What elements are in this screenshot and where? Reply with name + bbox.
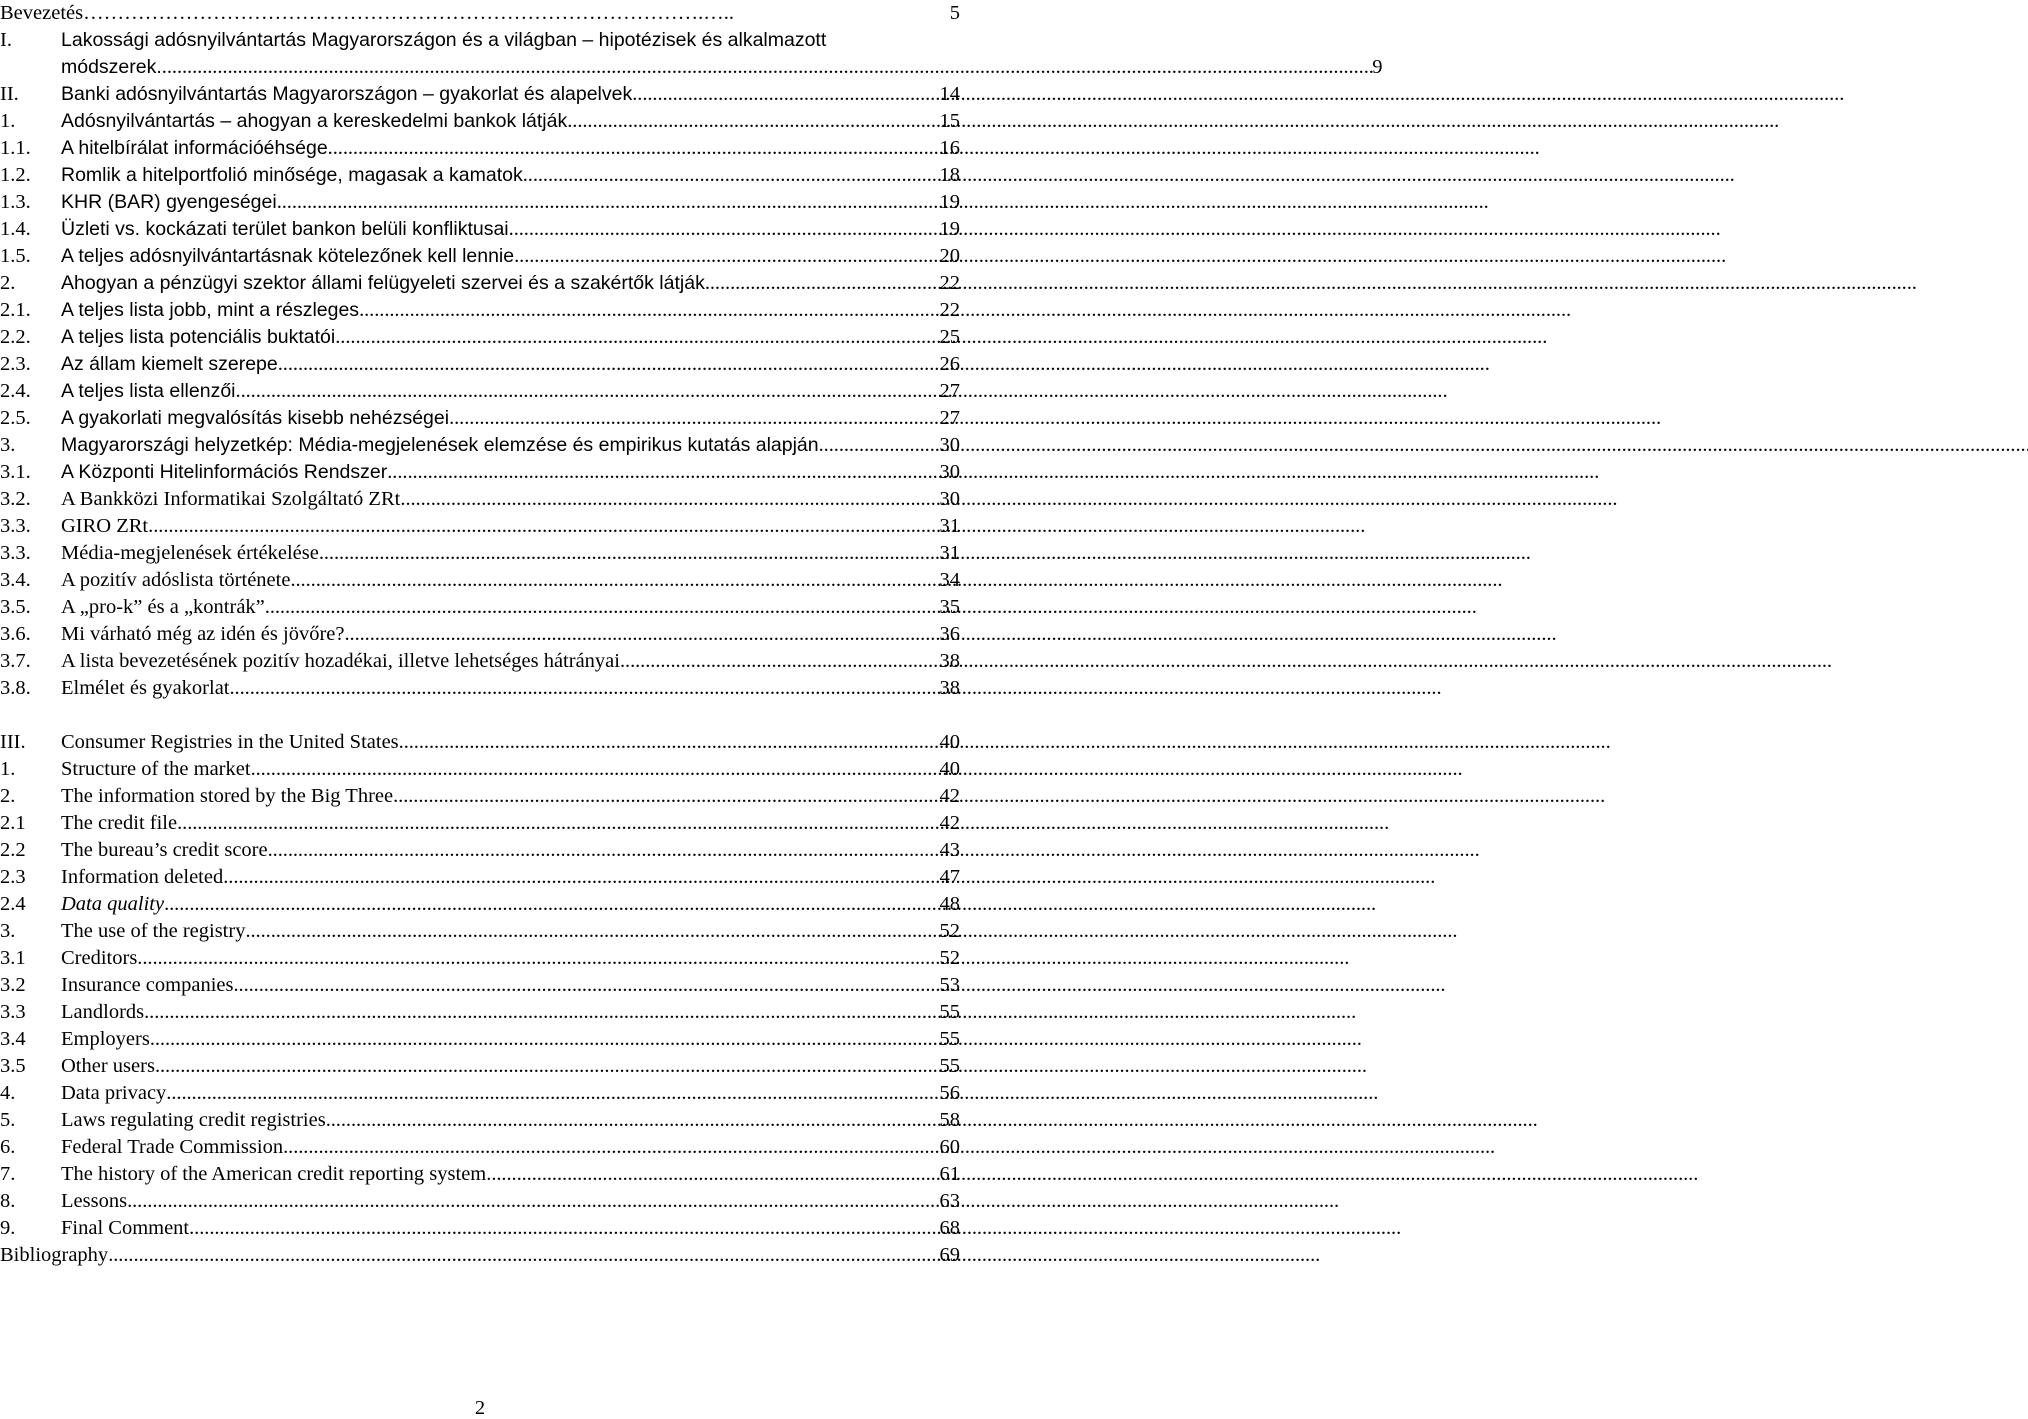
toc-entry-leader (164, 891, 938, 918)
toc-entry-title: The credit file (61, 812, 178, 834)
toc-entry-page: 15 (939, 110, 960, 132)
toc-entry-page: 52 (939, 947, 960, 969)
toc-entry-leader (328, 135, 939, 162)
toc-entry-title: Laws regulating credit registries (61, 1109, 326, 1131)
toc-entry[interactable] (0, 243, 960, 270)
toc-entry[interactable] (0, 675, 960, 702)
toc-entry-leader (290, 567, 938, 594)
toc-entry[interactable] (0, 1188, 960, 1215)
toc-entry-leader (620, 648, 939, 675)
toc-entry-title: Data privacy (61, 1082, 167, 1104)
toc-entry-page: 52 (939, 920, 960, 942)
toc-entry-title: A teljes lista potenciális buktatói (61, 326, 336, 348)
toc-entry-number: 1.4. (0, 218, 31, 240)
toc-entry[interactable] (0, 756, 960, 783)
toc-entry[interactable] (0, 1026, 960, 1053)
toc-entry[interactable] (0, 594, 960, 621)
toc-entry-number: 1.1. (0, 137, 31, 159)
toc-entry-number: 3.1. (0, 461, 31, 483)
toc-entry-title: Federal Trade Commission (61, 1136, 284, 1158)
toc-entry-number: 2.5. (0, 407, 31, 429)
toc-entry[interactable] (0, 1080, 960, 1107)
toc-entry-page: 19 (939, 191, 960, 213)
toc-entry-page: 38 (939, 650, 960, 672)
toc-entry-title: The information stored by the Big Three (61, 785, 394, 807)
toc-entry[interactable] (0, 783, 960, 810)
toc-entry-title: Structure of the market (61, 758, 251, 780)
toc-entry[interactable] (0, 1161, 960, 1188)
toc-entry-title: The history of the American credit reporting system (61, 1163, 487, 1185)
toc-entry-number: 3.6. (0, 623, 31, 645)
toc-entry-page: 42 (939, 812, 960, 834)
toc-entry-leader (567, 108, 938, 135)
toc-entry-title: A pozitív adóslista története (61, 569, 291, 591)
toc-entry-number: 3.5. (0, 596, 31, 618)
toc-entry-page: 27 (939, 407, 960, 429)
toc-entry[interactable] (0, 1134, 960, 1161)
toc-entry-number: 2. (0, 272, 16, 294)
toc-entry-page: 68 (939, 1217, 960, 1239)
toc-entry-leader (387, 459, 938, 486)
toc-entry-leader (509, 216, 939, 243)
toc-entry-number: 6. (0, 1136, 16, 1158)
toc-entry-title: The use of the registry (61, 920, 246, 942)
toc-entry-leader (189, 1215, 938, 1242)
toc-entry-title: Romlik a hitelportfolió minősége, magasak a kamatok (61, 164, 523, 186)
toc-entry-title: A hitelbírálat információéhsége (61, 137, 328, 159)
toc-entry-leader (166, 1080, 938, 1107)
toc-entry[interactable] (0, 1215, 960, 1242)
toc-entry-title: Elmélet és gyakorlat (61, 677, 230, 699)
toc-entry-leader (144, 999, 938, 1026)
toc-entry[interactable] (0, 297, 960, 324)
toc-entry-page: 61 (939, 1163, 960, 1185)
toc-entry-number: 2.3. (0, 353, 31, 375)
toc-entry-leader (223, 864, 938, 891)
toc-entry[interactable] (0, 513, 960, 540)
toc-entry[interactable] (0, 648, 960, 675)
toc-entry-number: 2.1. (0, 299, 31, 321)
toc-entry-leader (230, 675, 939, 702)
toc-entry-leader (819, 432, 939, 459)
toc-entry-page: 22 (939, 272, 960, 294)
toc-entry[interactable] (0, 459, 960, 486)
toc-entry-leader (632, 81, 938, 108)
toc-entry[interactable] (0, 351, 960, 378)
toc-entry-title: Média-megjelenések értékelése (61, 542, 319, 564)
toc-entry-page: 9 (1372, 56, 1383, 78)
toc-entry-title: Data quality (61, 893, 165, 915)
toc-entry-title: Adósnyilvántartás – ahogyan a kereskedelmi bankok látják (61, 110, 568, 132)
toc-entry-number: 1. (0, 110, 16, 132)
toc-entry-page: 55 (939, 1055, 960, 1077)
toc-entry-title: Az állam kiemelt szerepe (61, 353, 278, 375)
toc-entry[interactable] (0, 216, 960, 243)
toc-entry-leader (155, 1053, 939, 1080)
toc-entry-title: Employers (61, 1028, 150, 1050)
toc-entry-leader (399, 729, 939, 756)
toc-entry-number: 3.4 (0, 1028, 26, 1050)
toc-entry-page: 63 (939, 1190, 960, 1212)
toc-entry-page: 55 (939, 1028, 960, 1050)
toc-entry-leader (137, 945, 938, 972)
toc-entry[interactable] (0, 405, 960, 432)
toc-entry-number: I. (0, 29, 12, 51)
toc-entry-number: 7. (0, 1163, 16, 1185)
toc-entry-leader (177, 810, 938, 837)
toc-entry-leader (335, 324, 938, 351)
toc-entry-title: Mi várható még az idén és jövőre? (61, 623, 345, 645)
toc-entry-leader (359, 297, 938, 324)
toc-entry-page: 27 (939, 380, 960, 402)
toc-entry-number: 3.1 (0, 947, 26, 969)
toc-entry[interactable] (0, 567, 960, 594)
toc-entry-number: 3.7. (0, 650, 31, 672)
toc-entry-page: 26 (939, 353, 960, 375)
toc-entry[interactable] (0, 864, 960, 891)
toc-entry-title: Üzleti vs. kockázati terület bankon belüli konfliktusai (61, 218, 509, 240)
toc-entry-title: A teljes lista jobb, mint a részleges (61, 299, 360, 321)
toc-entry[interactable] (0, 999, 960, 1026)
toc-entry-number: 3.3. (0, 542, 31, 564)
toc-entry-number: II. (0, 83, 19, 105)
toc-entry-number: 3.2 (0, 974, 26, 996)
toc-entry-page: 16 (939, 137, 960, 159)
toc-entry-number: 2.2 (0, 839, 26, 861)
toc-entry-leader (705, 270, 939, 297)
toc-entry-title: Landlords (61, 1001, 145, 1023)
toc-entry-page: 31 (939, 542, 960, 564)
toc-entry-leader: ……………………………………………………………………………….….. (83, 2, 734, 24)
toc-entry-leader (150, 1026, 939, 1053)
toc-entry-page: 30 (939, 434, 960, 456)
toc-entry-number: 1.2. (0, 164, 31, 186)
toc-entry-number: 3. (0, 434, 16, 456)
toc-entry-page: 30 (939, 488, 960, 510)
toc-entry-leader (153, 513, 938, 540)
toc-entry[interactable] (0, 108, 960, 135)
toc-entry[interactable] (0, 324, 960, 351)
toc-entry-page: 47 (939, 866, 960, 888)
toc-entry-page: 36 (939, 623, 960, 645)
toc-entry-page: 19 (939, 218, 960, 240)
toc-entry[interactable] (0, 837, 960, 864)
toc-entry-title: A teljes lista ellenzői (61, 380, 236, 402)
toc-entry-page: 30 (939, 461, 960, 483)
toc-entry-title: Final Comment (61, 1217, 190, 1239)
toc-entry-leader (265, 594, 939, 621)
toc-entry[interactable] (0, 972, 960, 999)
toc-entry-page: 69 (939, 1244, 960, 1266)
toc-entry-title: Bibliography (0, 1244, 109, 1266)
toc-entry-leader (326, 1107, 939, 1134)
toc-entry-title: Bevezetés (0, 2, 84, 24)
toc-entry-number: 1. (0, 758, 16, 780)
toc-entry-number: 3.4. (0, 569, 31, 591)
toc-entry-page: 40 (939, 731, 960, 753)
toc-entry-leader (268, 837, 939, 864)
toc-entry-title: A Központi Hitelinformációs Rendszer (61, 461, 388, 483)
toc-entry[interactable] (0, 486, 960, 513)
toc-entry-title: A teljes adósnyilvántartásnak kötelezőnek kell lennie (61, 245, 515, 267)
toc-entry-page: 18 (939, 164, 960, 186)
toc-entry-page: 43 (939, 839, 960, 861)
toc-entry-number: 3.5 (0, 1055, 26, 1077)
toc-entry-title: Other users (61, 1055, 155, 1077)
toc-entry[interactable] (0, 432, 960, 459)
toc-entry-page: 34 (939, 569, 960, 591)
toc-entry-leader (127, 1188, 938, 1215)
toc-entry-number: 2.3 (0, 866, 26, 888)
toc-entry-leader (278, 351, 939, 378)
toc-entry-title: Information deleted (61, 866, 224, 888)
toc-entry-leader (245, 918, 938, 945)
toc-entry-number: 9. (0, 1217, 16, 1239)
toc-entry[interactable] (0, 0, 960, 27)
toc-entry-page: 42 (939, 785, 960, 807)
toc-entry-title: GIRO ZRt. (61, 515, 154, 537)
toc-entry-page: 20 (939, 245, 960, 267)
toc-entry[interactable] (0, 27, 1383, 81)
toc-entry-leader (251, 756, 939, 783)
toc-entry[interactable] (0, 918, 960, 945)
toc-entry-title: A lista bevezetésének pozitív hozadékai, illetve lehetséges hátrányai (61, 650, 620, 672)
toc-entry-title: The bureau’s credit score (61, 839, 268, 861)
toc-entry-number: 2.2. (0, 326, 31, 348)
toc-entry-page: 48 (939, 893, 960, 915)
toc-entry-number: 4. (0, 1082, 16, 1104)
toc-entry[interactable] (0, 1053, 960, 1080)
toc-entry-number: III. (0, 731, 26, 753)
toc-entry-leader (162, 54, 1371, 81)
toc-entry[interactable] (0, 810, 960, 837)
toc-entry-title: Ahogyan a pénzügyi szektor állami felügyeleti szervei és a szakértők látják (61, 272, 705, 294)
toc-entry-number: 5. (0, 1109, 16, 1131)
toc-entry-page: 31 (939, 515, 960, 537)
toc-entry-title: Banki adósnyilvántartás Magyarországon – gyakorlat és alapelvek (61, 83, 633, 105)
toc-entry-leader (283, 1134, 938, 1161)
toc-entry-page: 38 (939, 677, 960, 699)
toc-entry-title: A „pro-k” és a „kontrák” (61, 596, 265, 618)
toc-entry-title: A Bankközi Informatikai Szolgáltató ZRt. (61, 488, 406, 510)
toc-entry-number: 3.2. (0, 488, 31, 510)
toc-entry-number: 3.3 (0, 1001, 26, 1023)
toc-entry-number: 2.1 (0, 812, 26, 834)
toc-entry-title: Lessons (61, 1190, 128, 1212)
toc-entry-leader (486, 1161, 938, 1188)
toc-entry-number: 2.4 (0, 893, 26, 915)
toc-entry-leader (405, 486, 938, 513)
toc-entry-number: 1.3. (0, 191, 31, 213)
toc-entry-leader (449, 405, 938, 432)
toc-entry-page: 56 (939, 1082, 960, 1104)
toc-entry-title: Lakossági adósnyilvántartás Magyarországon és a világban – hipotézisek és alkalmazott (61, 29, 827, 51)
toc-entry-page: 40 (939, 758, 960, 780)
toc-entry-page: 22 (939, 299, 960, 321)
toc-entry[interactable] (0, 135, 960, 162)
toc-entry-title: KHR (BAR) gyengeségei (61, 191, 277, 213)
toc-entry[interactable] (0, 945, 960, 972)
toc-entry-page: 25 (939, 326, 960, 348)
toc-entry-title: Insurance companies (61, 974, 234, 996)
toc-entry-leader (523, 162, 939, 189)
toc-entry[interactable] (0, 1242, 960, 1269)
toc-entry[interactable] (0, 270, 960, 297)
toc-entry-number: 3.3. (0, 515, 31, 537)
toc-entry-title: Consumer Registries in the United States (61, 731, 399, 753)
toc-entry-number: 8. (0, 1190, 16, 1212)
toc-entry[interactable] (0, 729, 960, 756)
toc-entry-leader (393, 783, 938, 810)
toc-entry[interactable] (0, 621, 960, 648)
toc-entry-leader (233, 972, 938, 999)
toc-entry-title: Creditors (61, 947, 138, 969)
toc-entry-number: 1.5. (0, 245, 31, 267)
toc-entry-number: 2.4. (0, 380, 31, 402)
page-number: 2 (474, 1397, 486, 1419)
toc-entry[interactable] (0, 162, 960, 189)
toc-entry[interactable] (0, 891, 960, 918)
toc-entry-page: 60 (939, 1136, 960, 1158)
toc-entry-number: 3. (0, 920, 16, 942)
toc-entry[interactable] (0, 81, 960, 108)
toc-entry-leader (514, 243, 938, 270)
toc-entry-number: 3.8. (0, 677, 31, 699)
toc-entry-title-continued: módszerek. (61, 56, 162, 78)
toc-entry-title: Magyarországi helyzetkép: Média-megjelenések elemzése és empirikus kutatás alapján (61, 434, 819, 456)
toc-entry[interactable] (0, 378, 960, 405)
toc-entry-page: 35 (939, 596, 960, 618)
toc-entry-title: A gyakorlati megvalósítás kisebb nehézségei (61, 407, 450, 429)
toc-entry-page: 58 (939, 1109, 960, 1131)
toc-entry[interactable] (0, 1107, 960, 1134)
toc-entry-leader (108, 1242, 938, 1269)
toc-entry-leader (319, 540, 939, 567)
toc-entry[interactable] (0, 189, 960, 216)
toc-entry-number: 2. (0, 785, 16, 807)
toc-entry-page: 53 (939, 974, 960, 996)
toc-entry[interactable] (0, 540, 960, 567)
toc-entry-leader (277, 189, 939, 216)
toc-entry-page: 55 (939, 1001, 960, 1023)
toc-entry-page: 14 (939, 83, 960, 105)
toc-entry-leader (236, 378, 939, 405)
toc-entry-leader (344, 621, 938, 648)
toc-entry-page: 5 (949, 2, 960, 24)
